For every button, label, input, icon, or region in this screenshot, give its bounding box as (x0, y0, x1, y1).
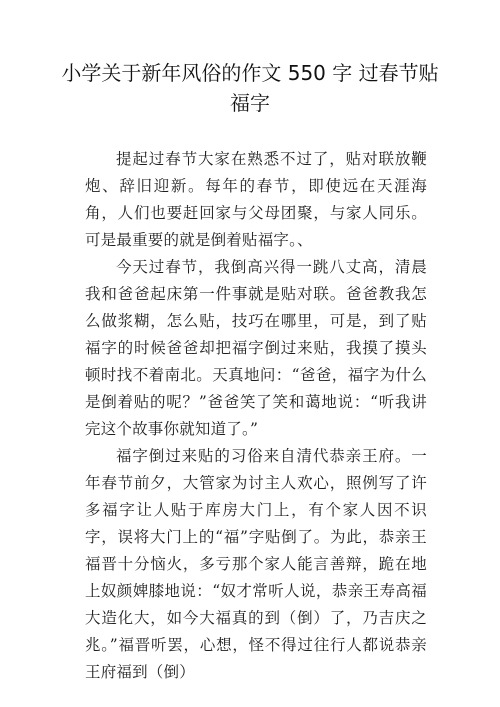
paragraph-1: 提起过春节大家在熟悉不过了，贴对联放鞭炮、辞旧迎新。每年的春节，即使远在天涯海角，人们也要赶回家与父母团聚，与家人同乐。可是最重要的就是倒着贴福字。、 (85, 150, 427, 249)
document-body (85, 146, 427, 686)
paragraph-3: 福字倒过来贴的习俗来自清代恭亲王府。一年春节前夕，大管家为讨主人欢心，照例写了许多福字让人贴于库房大门上，有个家人因不识字，误将大门上的“福”字贴倒了。为此，恭亲王福晋十分恼火，多亏那个家人能言善辩，跪在地上奴颜婢膝地说：“奴才常听人说，恭亲王寿高福大造化大，如今大福真的到（倒）了，乃吉庆之兆。”福晋听罢，心想，怪不得过往行人都说恭亲王府福到（倒） (85, 447, 427, 681)
page-title: 小学关于新年风俗的作文 550 字 过春节贴福字 (61, 61, 439, 115)
paragraph-2: 今天过春节，我倒高兴得一跳八丈高，清晨我和爸爸起床第一件事就是贴对联。爸爸教我怎么做浆糊，怎么贴，技巧在哪里，可是，到了贴福字的时候爸爸却把福字倒过来贴，我摸了摸头顿时找不着南北。天真地问：“爸爸，福字为什么是倒着贴的呢？”爸爸笑了笑和蔼地说：“听我讲完这个故事你就知道了。” (85, 258, 427, 438)
